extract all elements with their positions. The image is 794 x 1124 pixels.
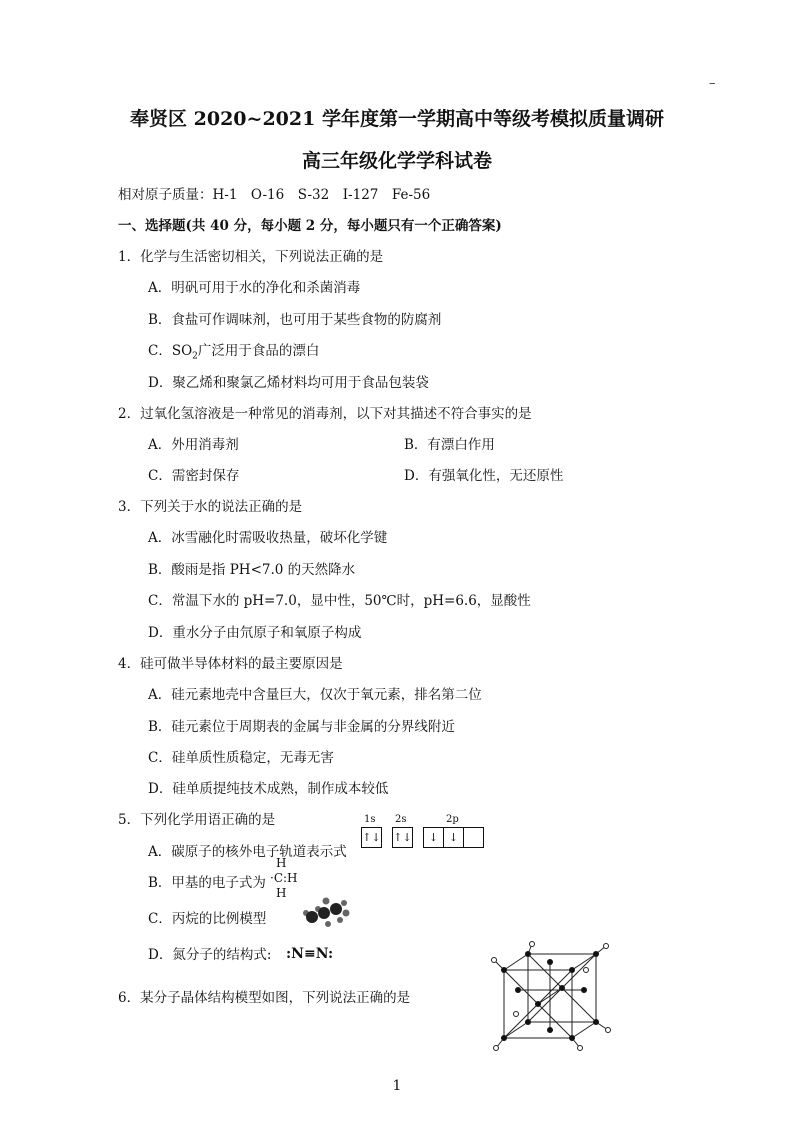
- atomic-mass-line: 相对原子质量：H-1 O-16 S-32 I-127 Fe-56: [118, 187, 431, 203]
- question-1-option-c: [148, 339, 319, 362]
- methyl-c-h: ·C:H: [270, 871, 298, 885]
- question-4-option-a: A．硅元素地壳中含量巨大，仅次于氧元素，排名第二位: [148, 687, 482, 703]
- question-5-option-b: B．甲基的电子式为: [148, 875, 266, 891]
- orbital-box-2p-2: ↓: [443, 827, 464, 848]
- question-2-stem: 2．过氧化氢溶液是一种常见的消毒剂，以下对其描述不符合事实的是: [118, 406, 532, 422]
- question-3-option-c: C．常温下水的 pH=7.0，显中性，50℃时，pH=6.6，显酸性: [148, 593, 531, 609]
- question-1-option-a: A．明矾可用于水的净化和杀菌消毒: [148, 280, 361, 296]
- n2-structural-formula: :N≡N:: [286, 946, 334, 962]
- question-4-stem: 4．硅可做半导体材料的最主要原因是: [118, 656, 343, 672]
- question-3-option-d: D．重水分子由氘原子和氧原子构成: [148, 625, 362, 641]
- corner-mark: –: [709, 76, 716, 91]
- orbital-box-2s: ↑↓: [392, 827, 413, 848]
- question-2-option-d: D．有强氧化性，无还原性: [404, 468, 564, 484]
- option-c-prefix: C．SO: [148, 343, 193, 359]
- question-2-option-a: A．外用消毒剂: [148, 437, 239, 453]
- question-2-option-c: C．需密封保存: [148, 468, 240, 484]
- question-3-stem: 3．下列关于水的说法正确的是: [118, 499, 303, 515]
- question-4-option-c: C．硅单质性质稳定，无毒无害: [148, 750, 334, 766]
- option-c-subscript: 2: [192, 351, 198, 362]
- orbital-label-1s: 1s: [364, 814, 376, 825]
- question-4-option-d: D．硅单质提纯技术成熟，制作成本较低: [148, 781, 389, 797]
- orbital-box-2p-3: [463, 827, 484, 848]
- methyl-h-bottom: H: [276, 886, 287, 900]
- question-5-option-d: D．氮分子的结构式:: [148, 947, 272, 963]
- question-5-stem: 5．下列化学用语正确的是: [118, 812, 276, 828]
- question-1-option-d: D．聚乙烯和聚氯乙烯材料均可用于食品包装袋: [148, 375, 429, 391]
- exam-subtitle: 高三年级化学学科试卷: [301, 150, 492, 172]
- crystal-structure-image: [488, 940, 616, 1056]
- methyl-h-top: H: [276, 856, 287, 870]
- orbital-diagram: [361, 814, 491, 850]
- question-1-stem: 1．化学与生活密切相关，下列说法正确的是: [118, 249, 384, 265]
- question-4-option-b: B．硅元素位于周期表的金属与非金属的分界线附近: [148, 719, 455, 735]
- orbital-label-2p: 2p: [446, 814, 459, 825]
- orbital-label-2s: 2s: [395, 814, 407, 825]
- question-3-option-a: A．冰雪融化时需吸收热量，破坏化学键: [148, 530, 388, 546]
- page-number: 1: [392, 1078, 402, 1094]
- question-5-option-c: C．丙烷的比例模型: [148, 911, 267, 927]
- question-1-option-b: B．食盐可作调味剂，也可用于某些食物的防腐剂: [148, 312, 442, 328]
- orbital-box-2p-1: ↓: [423, 827, 444, 848]
- question-5-option-a: A．碳原子的核外电子轨道表示式: [148, 844, 347, 860]
- propane-model-image: [298, 895, 358, 933]
- exam-title: 奉贤区 2020~2021 学年度第一学期高中等级考模拟质量调研: [130, 108, 664, 130]
- section1-header: 一、选择题(共 40 分，每小题 2 分，每小题只有一个正确答案): [118, 218, 502, 234]
- question-3-option-b: B．酸雨是指 PH<7.0 的天然降水: [148, 562, 356, 578]
- question-6-stem: 6．某分子晶体结构模型如图，下列说法正确的是: [118, 990, 411, 1006]
- question-2-option-b: B．有漂白作用: [404, 437, 495, 453]
- option-c-tail: 广泛用于食品的漂白: [197, 343, 320, 359]
- orbital-box-1s: ↑↓: [361, 827, 382, 848]
